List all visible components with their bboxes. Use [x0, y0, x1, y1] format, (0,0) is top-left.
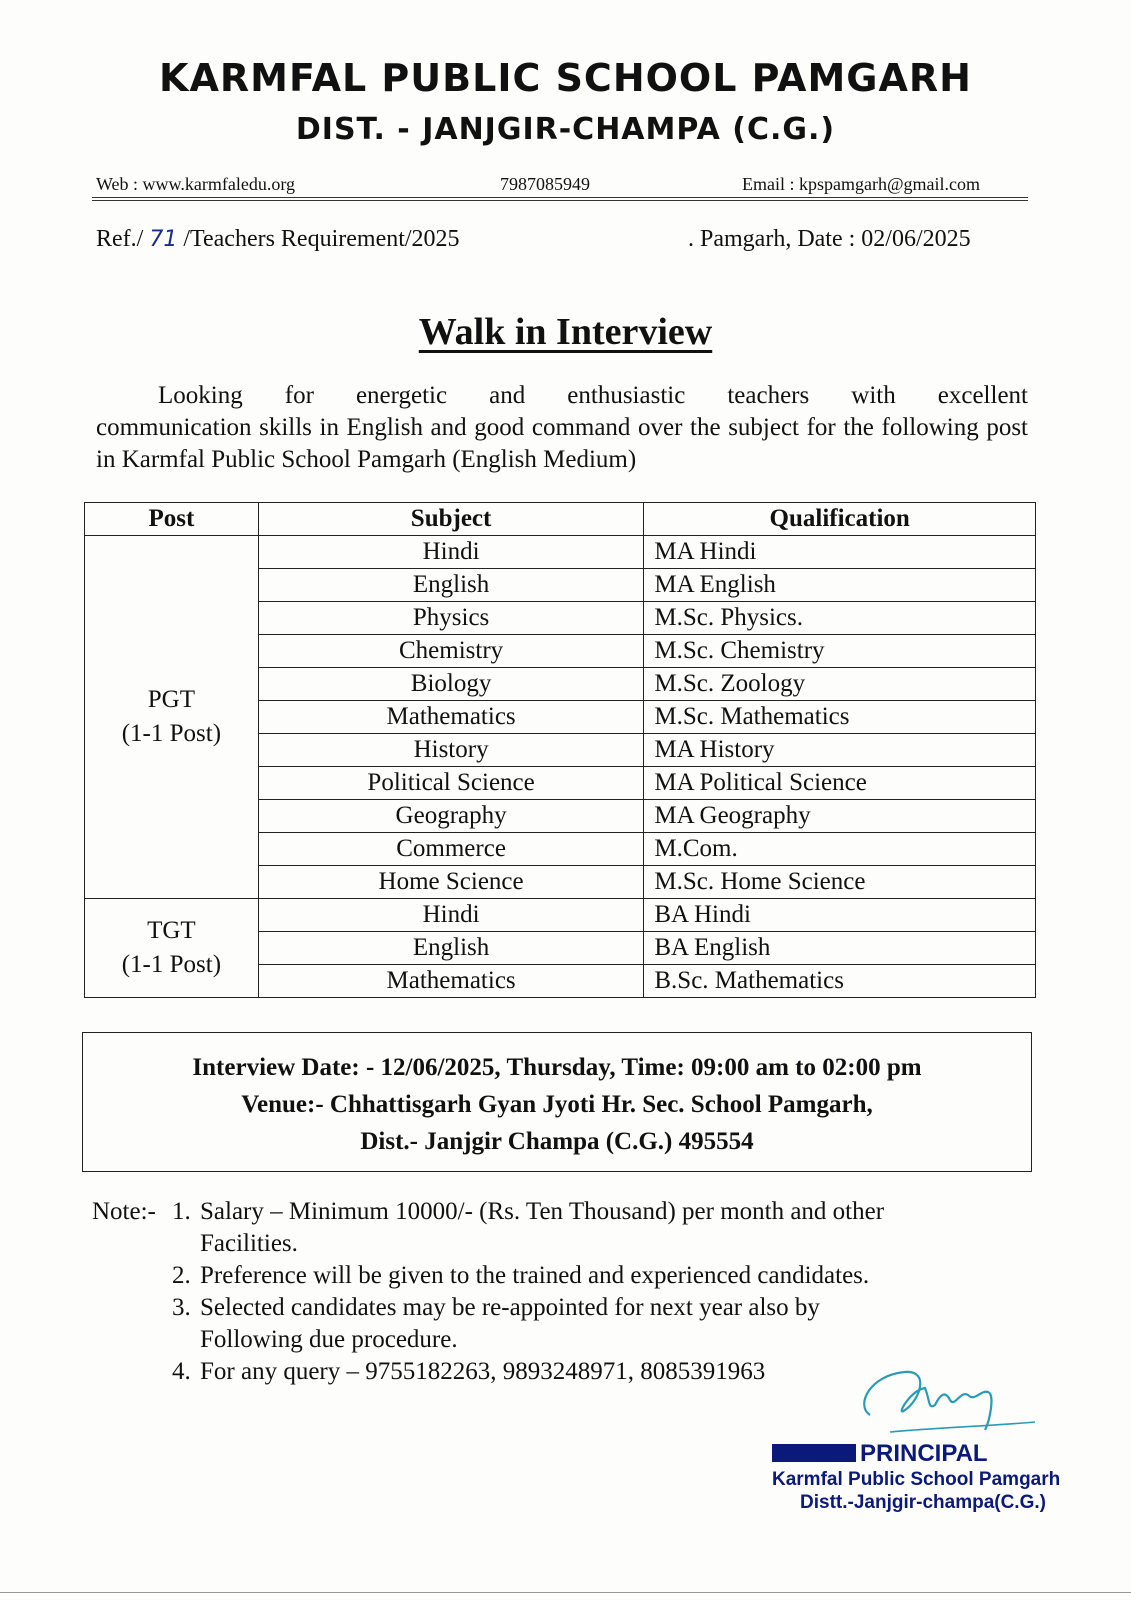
qualification-cell: M.Sc. Chemistry: [644, 635, 1036, 668]
header-divider-2: [92, 200, 1028, 201]
header-divider: [92, 197, 1028, 198]
subject-cell: Mathematics: [258, 701, 644, 734]
school-district: DIST. - JANJGIR-CHAMPA (C.G.): [295, 112, 836, 147]
email-text: Email : kpspamgarh@gmail.com: [742, 174, 981, 194]
bottom-divider: [0, 1592, 1131, 1593]
header-qualification: Qualification: [644, 503, 1036, 536]
subject-cell: Mathematics: [258, 965, 644, 998]
qualification-cell: MA Political Science: [644, 767, 1036, 800]
note-text-line1: Salary – Minimum 10000/- (Rs. Ten Thousand) per month and other: [200, 1198, 885, 1225]
post-tgt-title: TGT: [147, 917, 196, 944]
qualification-cell: M.Sc. Home Science: [644, 866, 1036, 899]
subject-cell: Commerce: [258, 833, 644, 866]
qualification-cell: M.Sc. Zoology: [644, 668, 1036, 701]
note-number: 4.: [172, 1358, 191, 1385]
qualification-cell: M.Sc. Physics.: [644, 602, 1036, 635]
subject-cell: Physics: [258, 602, 644, 635]
school-name: KARMFAL PUBLIC SCHOOL PAMGARH: [159, 56, 972, 100]
table-row: [85, 899, 1036, 932]
note-indent: [92, 1260, 172, 1292]
note-text-line1: Preference will be given to the trained and experienced candidates.: [200, 1262, 870, 1289]
interview-details-box: [82, 1032, 1032, 1172]
qualification-cell: MA English: [644, 569, 1036, 602]
qualification-cell: MA Hindi: [644, 536, 1036, 569]
note-text-line1: Selected candidates may be re-appointed for next year also by: [200, 1294, 820, 1321]
qualification-cell: MA Geography: [644, 800, 1036, 833]
header-subject: Subject: [258, 503, 644, 536]
reference-line: [96, 226, 460, 253]
post-pgt-count: (1-1 Post): [121, 720, 222, 747]
subject-cell: English: [258, 932, 644, 965]
intro-paragraph: [96, 380, 1028, 476]
page-title-text: Walk in Interview: [418, 311, 713, 353]
website-text: Web : www.karmfaledu.org: [96, 174, 295, 194]
subject-cell: Political Science: [258, 767, 644, 800]
page-title: [0, 310, 1131, 354]
intro-rest: communication skills in English and good command over the subject for the following post in Karmfal Public School Pamgarh (English Medium): [96, 414, 1028, 473]
note-item: [92, 1260, 1000, 1292]
qualification-cell: M.Com.: [644, 833, 1036, 866]
table-header-row: [85, 503, 1036, 536]
phone-text: 7987085949: [500, 174, 590, 194]
interview-date-time: Interview Date: - 12/06/2025, Thursday, Time: 09:00 am to 02:00 pm: [192, 1054, 922, 1081]
header-post: Post: [85, 503, 259, 536]
subject-cell: History: [258, 734, 644, 767]
stamp-title: PRINCIPAL: [772, 1440, 1072, 1468]
note-label: Note:-: [92, 1198, 156, 1225]
table-row: [85, 536, 1036, 569]
qualification-cell: M.Sc. Mathematics: [644, 701, 1036, 734]
post-tgt: [85, 899, 259, 998]
post-pgt-title: PGT: [147, 686, 196, 713]
note-indent: [92, 1356, 172, 1388]
subject-cell: Biology: [258, 668, 644, 701]
interview-venue: Venue:- Chhattisgarh Gyan Jyoti Hr. Sec. School Pamgarh,: [241, 1091, 873, 1118]
note-text-line2: Following due procedure.: [200, 1326, 458, 1353]
subject-cell: Hindi: [258, 899, 644, 932]
stamp-school: Karmfal Public School Pamgarh: [772, 1469, 1061, 1490]
subject-cell: Hindi: [258, 536, 644, 569]
subject-cell: Geography: [258, 800, 644, 833]
ref-number: 71: [149, 227, 178, 252]
intro-first-line: Looking for energetic and enthusiastic teachers with excellent: [158, 382, 1028, 409]
principal-stamp: [772, 1440, 1072, 1514]
subject-cell: English: [258, 569, 644, 602]
note-number: 1.: [172, 1198, 191, 1225]
note-item: [92, 1196, 1000, 1260]
note-text: [200, 1196, 1000, 1260]
note-indent: [92, 1292, 172, 1356]
note-item: [92, 1292, 1000, 1356]
posts-table: [84, 502, 1036, 998]
note-text-line1: For any query – 9755182263, 9893248971, 8085391963: [200, 1358, 766, 1385]
note-number: 2.: [172, 1262, 191, 1289]
subject-cell: Chemistry: [258, 635, 644, 668]
qualification-cell: B.Sc. Mathematics: [644, 965, 1036, 998]
note-text: [200, 1260, 1000, 1292]
ref-suffix: /Teachers Requirement/2025: [183, 226, 460, 252]
qualification-cell: BA Hindi: [644, 899, 1036, 932]
note-text: [200, 1292, 1000, 1356]
subject-cell: Home Science: [258, 866, 644, 899]
stamp-district: Distt.-Janjgir-champa(C.G.): [800, 1492, 1046, 1513]
note-number: 3.: [172, 1294, 191, 1321]
ref-prefix: Ref./: [96, 226, 144, 252]
principal-signature: [850, 1360, 1050, 1450]
note-text-line2: Facilities.: [200, 1230, 298, 1257]
qualification-cell: BA English: [644, 932, 1036, 965]
qualification-cell: MA History: [644, 734, 1036, 767]
post-tgt-count: (1-1 Post): [121, 951, 222, 978]
issue-date: . Pamgarh, Date : 02/06/2025: [688, 226, 971, 252]
post-pgt: [85, 536, 259, 899]
interview-venue-district: Dist.- Janjgir Champa (C.G.) 495554: [360, 1128, 754, 1155]
